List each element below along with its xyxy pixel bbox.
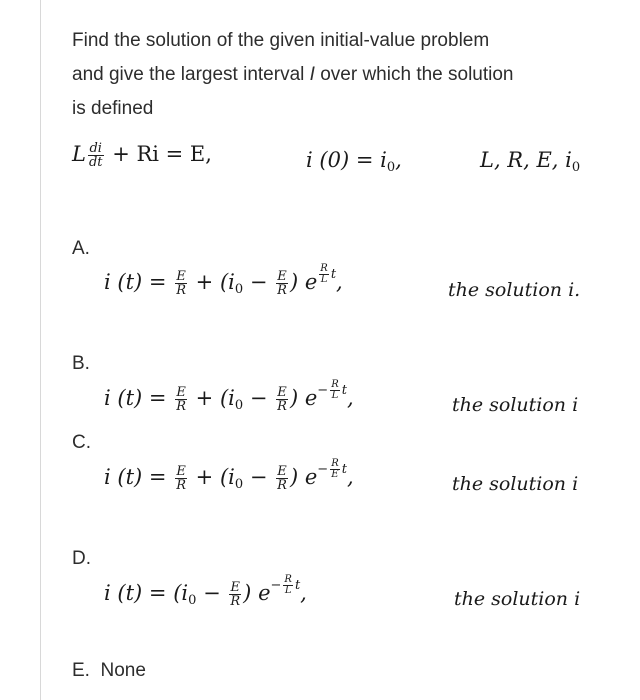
option-a-label: A.: [72, 238, 90, 259]
option-c-note: the solution i: [452, 473, 579, 495]
question-line-2: and give the largest interval I over which the solution: [72, 64, 514, 85]
option-b-label: B.: [72, 353, 90, 374]
option-d-label: D.: [72, 548, 91, 569]
differential-equation: L $\frac{di}{dt}$ + Ri = E,: [72, 141, 212, 170]
option-c-formula[interactable]: i (t) = $\frac{E}{R}$ + (i0 − $\frac{E}{R}$ ) $e^{- \frac{R}{E} t}$,: [104, 458, 354, 493]
option-e[interactable]: E. None: [72, 660, 146, 681]
option-b-formula[interactable]: i (t) = $\frac{E}{R}$ + (i0 − $\frac{E}{R}$ ) $e^{- \frac{R}{L} t}$,: [104, 379, 354, 414]
option-b-note: the solution i: [452, 394, 579, 416]
initial-condition: i (0) = i0,: [306, 148, 402, 175]
option-a-note: the solution i.: [448, 279, 581, 301]
constants-list: L, R, E, i0: [480, 148, 581, 175]
question-text: [72, 24, 612, 126]
question-line-1: Find the solution of the given initial-value problem: [72, 30, 490, 51]
option-d-note: the solution i: [454, 588, 581, 610]
option-c-label: C.: [72, 432, 91, 453]
option-d-formula[interactable]: i (t) = (i0 − $\frac{E}{R}$ ) $e^{- \frac{R}{L} t}$,: [104, 574, 307, 609]
di-dt-fraction: $\frac{di}{dt}$: [88, 141, 103, 170]
option-a-formula[interactable]: i (t) = $\frac{E}{R}$ + (i0 − $\frac{E}{R}$ ) e $^{\frac{R}{L} t}$,: [104, 263, 343, 298]
question-line-3: is defined: [72, 98, 154, 119]
